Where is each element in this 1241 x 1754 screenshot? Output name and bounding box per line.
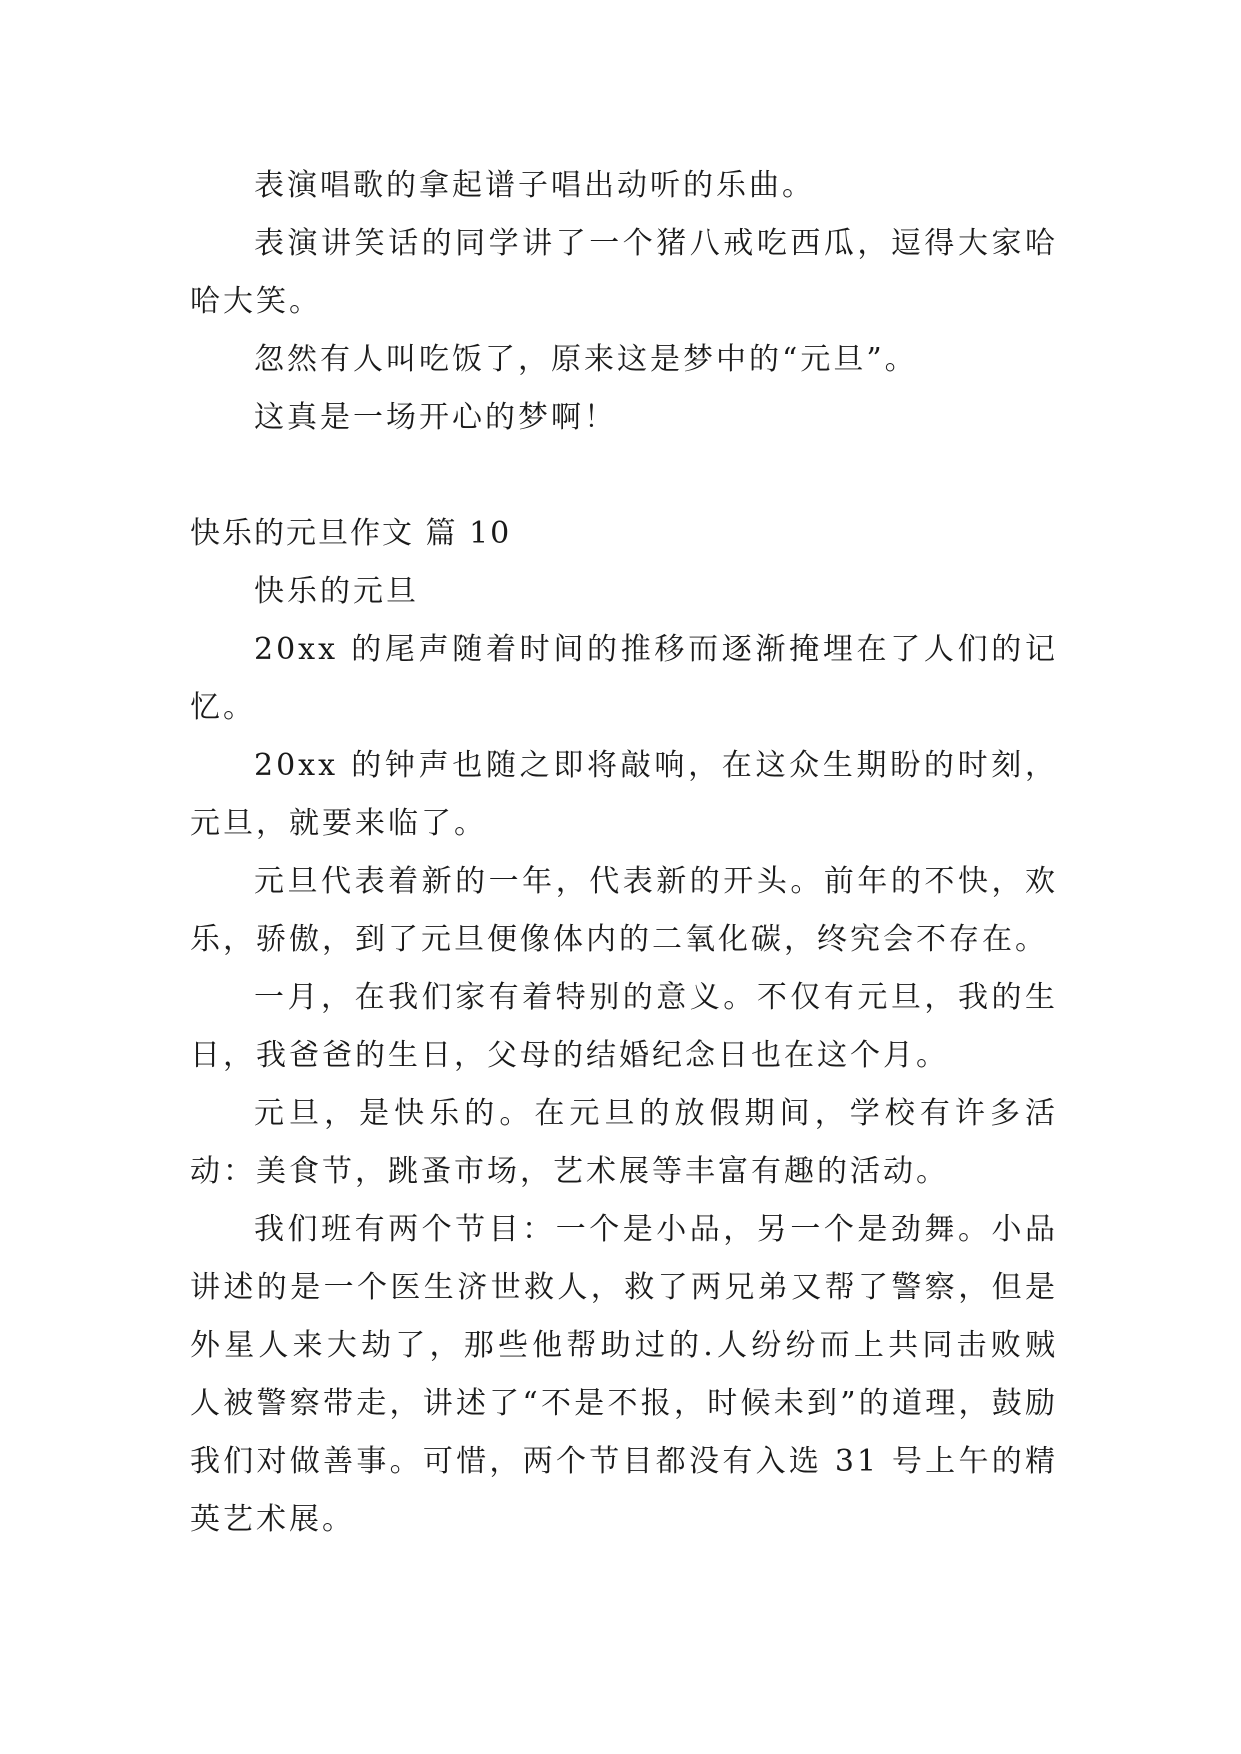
paragraph: 表演讲笑话的同学讲了一个猪八戒吃西瓜，逗得大家哈哈大笑。 — [190, 226, 1058, 319]
paragraph: 表演唱歌的拿起谱子唱出动听的乐曲。 — [254, 168, 815, 203]
paragraph: 元旦代表着新的一年，代表新的开头。前年的不快，欢乐，骄傲，到了元旦便像体内的二氧化碳，终究会不存在。 — [190, 864, 1058, 957]
section-heading: 快乐的元旦作文 篇 10 — [190, 516, 512, 551]
document-body — [190, 157, 1058, 1549]
paragraph: 20xx 的尾声随着时间的推移而逐渐掩埋在了人们的记忆。 — [190, 632, 1058, 725]
essay-title: 快乐的元旦 — [254, 574, 419, 609]
paragraph: 一月，在我们家有着特别的意义。不仅有元旦，我的生日，我爸爸的生日，父母的结婚纪念日也在这个月。 — [190, 980, 1058, 1073]
paragraph: 这真是一场开心的梦啊！ — [254, 400, 617, 435]
paragraph: 元旦，是快乐的。在元旦的放假期间，学校有许多活动：美食节，跳蚤市场，艺术展等丰富有趣的活动。 — [190, 1096, 1058, 1189]
paragraph: 20xx 的钟声也随之即将敲响，在这众生期盼的时刻，元旦，就要来临了。 — [190, 748, 1058, 841]
paragraph: 忽然有人叫吃饭了，原来这是梦中的“元旦”。 — [254, 342, 918, 377]
paragraph: 我们班有两个节目：一个是小品，另一个是劲舞。小品讲述的是一个医生济世救人，救了两兄弟又帮了警察，但是外星人来大劫了，那些他帮助过的.人纷纷而上共同击败贼人被警察带走，讲述了“不是不报，时候未到”的道理，鼓励我们对做善事。可惜，两个节目都没有入选 31 号上午的精英艺术展。 — [190, 1212, 1058, 1537]
